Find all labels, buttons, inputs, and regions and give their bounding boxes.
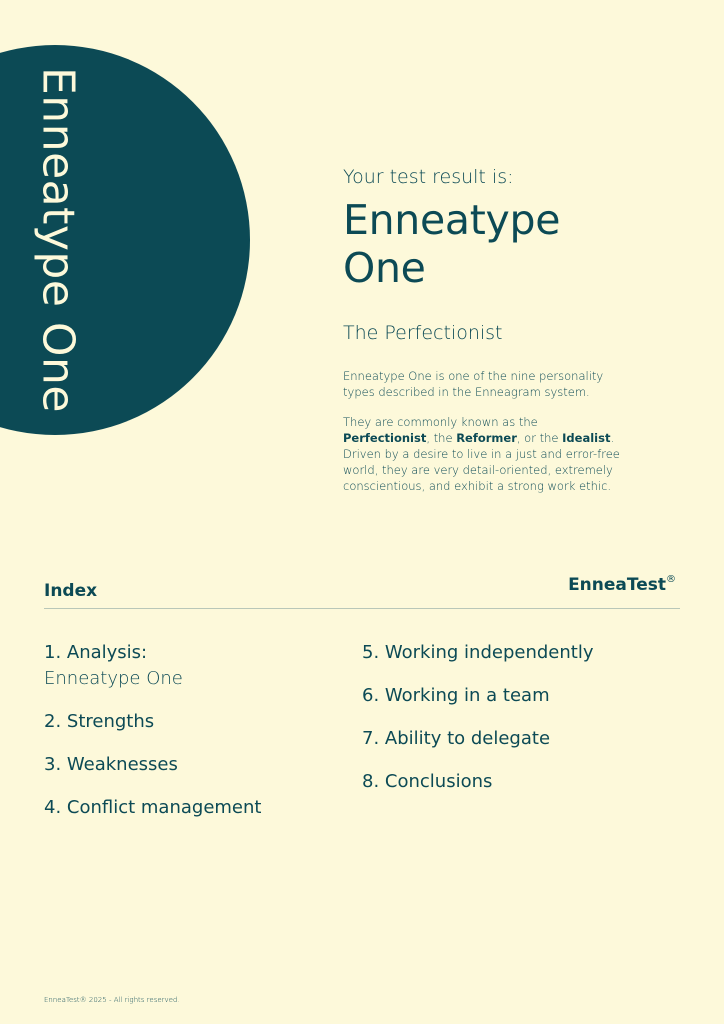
index-item-label: 4. Conflict management (44, 797, 262, 818)
index-item-conclusions[interactable] (362, 769, 593, 795)
description-paragraph-1: Enneatype One is one of the nine personality types described in the Enneagram system. (343, 369, 604, 399)
index-item-label: 8. Conclusions (362, 771, 493, 792)
text-span: , or the (516, 431, 563, 445)
logo-text: EnneaTest (568, 575, 666, 595)
description (343, 368, 628, 508)
index-item-strengths[interactable] (44, 709, 261, 735)
term-perfectionist: Perfectionist (343, 431, 427, 445)
text-span: They are commonly known as the (343, 415, 538, 429)
index-item-weaknesses[interactable] (44, 752, 261, 778)
result-title (343, 196, 673, 292)
index-item-sublabel: Enneatype One (44, 668, 183, 689)
index-item-label: 2. Strengths (44, 711, 155, 732)
side-title: Enneatype One (32, 67, 84, 413)
registered-mark: ® (666, 574, 676, 585)
index-column-right (362, 640, 593, 812)
text-span: . Driven by a desire to live in a just and error-free world, they are very detail-oriented, extremely conscientious, and exhibit a strong work ethic. (343, 431, 620, 493)
index-item-label: 1. Analysis: (44, 642, 148, 663)
result-title-line2: One (343, 244, 426, 292)
footer-copyright: EnneaTest® 2025 - All rights reserved. (44, 996, 180, 1004)
term-reformer: Reformer (456, 431, 517, 445)
index-item-label: 7. Ability to delegate (362, 728, 551, 749)
enneatest-logo (568, 575, 676, 595)
result-subtitle: The Perfectionist (343, 322, 503, 344)
index-item-ability-to-delegate[interactable] (362, 726, 593, 752)
index-item-label: 3. Weaknesses (44, 754, 178, 775)
index-item-working-independently[interactable] (362, 640, 593, 666)
index-item-label: 6. Working in a team (362, 685, 550, 706)
intro-label: Your test result is: (343, 166, 514, 188)
index-column-left (44, 640, 261, 838)
index-item-working-in-team[interactable] (362, 683, 593, 709)
index-item-analysis[interactable] (44, 640, 261, 692)
index-item-conflict-management[interactable] (44, 795, 261, 821)
divider (44, 608, 680, 609)
text-span: , the (426, 431, 457, 445)
description-paragraph-2 (343, 414, 628, 494)
term-idealist: Idealist (562, 431, 611, 445)
index-item-label: 5. Working independently (362, 642, 594, 663)
result-title-line1: Enneatype (343, 196, 561, 244)
index-heading: Index (44, 581, 98, 601)
